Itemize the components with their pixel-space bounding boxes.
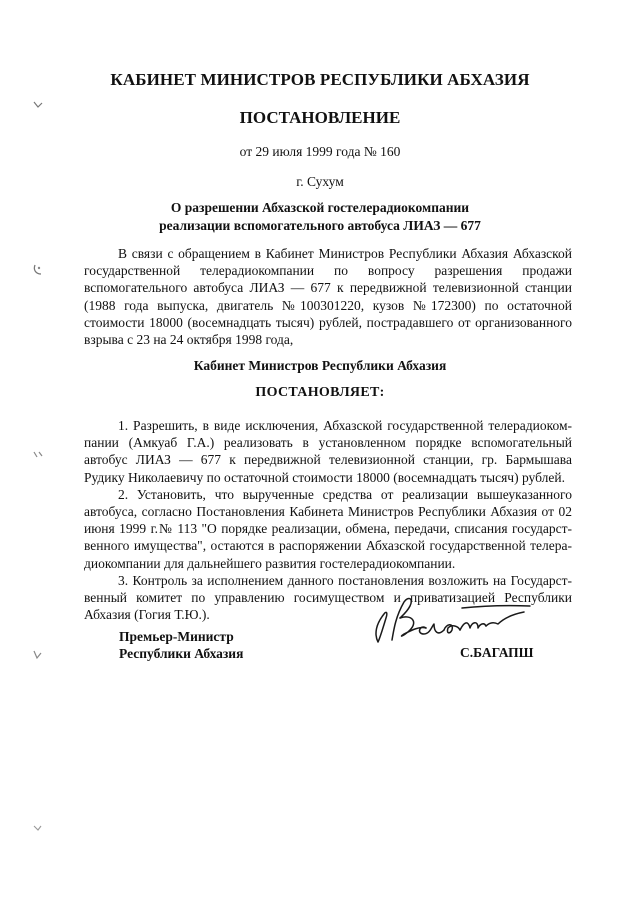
- position-line-1: Премьер-Министр: [119, 629, 234, 644]
- position-line-2: Республики Абхазия: [119, 646, 244, 661]
- scan-margin-mark-2: [31, 262, 47, 278]
- scan-margin-mark-1: [31, 98, 45, 112]
- signatory-position: [119, 628, 243, 662]
- handwritten-signature: [364, 594, 539, 650]
- signatory-name: С.БАГАПШ: [460, 645, 534, 660]
- scan-margin-mark-5: [31, 822, 45, 836]
- scan-margin-mark-4: [31, 648, 45, 662]
- document-subject: [0, 199, 640, 235]
- decree-points: [84, 417, 572, 623]
- decree-point-1: 1. Разрешить, в виде исключения, Абхазской государственной телерадиокомпании (Амкуаб Г.А.) реализовать в установленном порядке вспомогательный автобус ЛИАЗ — 677 к передвижной телевизионной станции, гр. Бармышава Рудику Николаевичу по остаточной стоимости 18000 (восемнадцать тысяч) рублей.: [84, 418, 572, 485]
- organization-heading: КАБИНЕТ МИНИСТРОВ РЕСПУБЛИКИ АБХАЗИЯ: [110, 70, 530, 89]
- subject-line-2: реализации вспомогательного автобуса ЛИАЗ — 677: [159, 218, 481, 233]
- document-type-heading: ПОСТАНОВЛЕНИЕ: [239, 108, 401, 127]
- city-line: г. Сухум: [296, 174, 344, 189]
- date-line: от 29 июля 1999 года № 160: [239, 144, 401, 159]
- subject-line-1: О разрешении Абхазской гостелерадиокомпании: [170, 200, 470, 215]
- decree-point-2: 2. Установить, что вырученные средства от реализации вышеуказанного автобуса, согласно Постановления Кабинета Министров Республики Абхазия от 02 июня 1999 г.№ 113 "О порядке реализации, обмена, передачи, списания государственного имущества", остаются в распоряжении Абхазской государственной телерадиокомпании для дальнейшего развития гостелерадиокомпании.: [84, 486, 572, 571]
- cabinet-label: Кабинет Министров Республики Абхазия: [193, 358, 447, 373]
- decree-label: ПОСТАНОВЛЯЕТ:: [255, 385, 385, 400]
- intro-text: В связи с обращением в Кабинет Министров Республики Абхазия Абхазской государственной телерадиокомпании по вопросу разрешения продажи вспомогательного автобуса ЛИАЗ — 677 к передвижной телевизионной станции (1988 года выпуска, двигатель №100301220, кузов №172300) по остаточной стоимости 18000 (восемнадцать тысяч) рублей, пострадавшего от организованного взрыва с 23 на 24 октября 1998 года,: [84, 246, 572, 348]
- decree-point-3: 3. Контроль за исполнением данного постановления возложить на Государственный комитет по управлению госимуществом и приватизацией Республики Абхазия (Гогия Т.Ю.).: [84, 572, 572, 623]
- intro-paragraph: [84, 245, 572, 348]
- scan-margin-mark-3: [31, 448, 45, 462]
